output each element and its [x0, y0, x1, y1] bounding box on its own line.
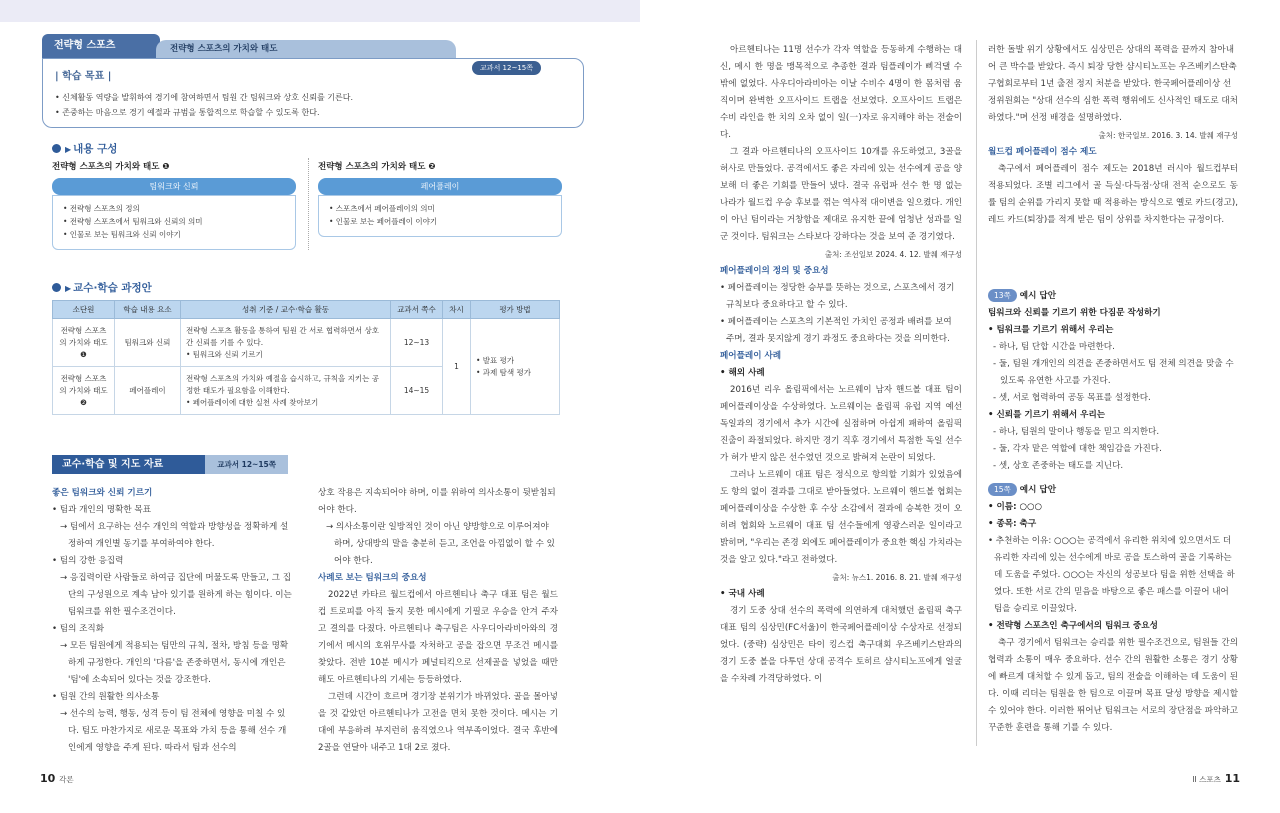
- table-header-row: [53, 301, 560, 319]
- material-ref: 교과서 12~15쪽: [205, 455, 288, 474]
- paragraph: - 하나, 팀원의 말이나 행동을 믿고 의지한다.: [993, 427, 1160, 437]
- text-column-a: [52, 485, 292, 757]
- goal-item: • 존중하는 마음으로 경기 예절과 규범을 통합적으로 학습할 수 있도록 한다.: [55, 107, 320, 117]
- paragraph: - 둘, 팀원 개개인의 의견을 존중하면서도 팀 전체 의견을 맞출 수 있도록 유연한 사고를 가진다.: [993, 359, 1234, 386]
- content-divider: [308, 158, 309, 250]
- unit-tab: 전략형 스포츠: [42, 34, 160, 58]
- page-number-left: 10 각론: [40, 772, 74, 785]
- source-note: 출처: 뉴스1. 2016. 8. 21. 발췌 재구성: [832, 573, 962, 582]
- subheading: 좋은 팀워크와 신뢰 기르기: [52, 488, 153, 498]
- content-right-bar: 페어플레이: [318, 178, 562, 195]
- paragraph: 그러나 노르웨이 대표 팀은 정식으로 항의할 기회가 있었음에도 항의 없이 결과를 그대로 받아들였다. 노르웨이 핸드볼 협회는 페어플레이상을 수상한 후 수상 소감에서 결과에 승복한 것이 오히려 협회와 노르웨이 대표 팀 선수들에게 영광스러운 일이라고 밝히며, "우리는 존경 외에도 페어플레이가 중요한 핵심 가치라는 것을 알고 있다."라고 전하였다.: [720, 470, 962, 565]
- cell-unit: 전략형 스포츠의 가치와 태도 ❷: [53, 367, 115, 415]
- answer-label: 예시 답안: [1019, 291, 1056, 301]
- answer-label: 예시 답안: [1019, 485, 1056, 495]
- cell-activity: [181, 367, 391, 415]
- paragraph: • 추천하는 이유: ○○○는 공격에서 유리한 위치에 있으면서도 더 유리한 자리에 있는 선수에게 바로 공을 토스하여 골을 기록하는 데 도움을 주었다. ○○○는 자신의 성공보다 팀을 위한 선택을 하였다. 또한 서로 간의 믿음을 바탕으로 좋은 패스를 이끌어 내어 팀을 승리로 이끌었다.: [988, 536, 1235, 614]
- eval-item: • 과제 탐색 평가: [476, 367, 532, 377]
- subheading: • 해외 사례: [720, 368, 765, 378]
- content-section-title: ▶ 내용 구성: [52, 141, 117, 157]
- table-row: [53, 319, 560, 367]
- paragraph: → 모든 팀원에게 적용되는 팀만의 규칙, 절차, 방침 등을 명확하게 규정한다. 개인의 '다름'을 존중하면서, 동시에 개인은 '팀'에 소속되어 있다는 것을 강조한다.: [60, 641, 289, 685]
- subheading: 페어플레이의 정의 및 중요성: [720, 266, 829, 276]
- answer-15-header: [988, 482, 1238, 499]
- subheading: • 이름: ○○○: [988, 502, 1043, 512]
- cell-activity: [181, 319, 391, 367]
- cell-pages: 12~13: [391, 319, 443, 367]
- cell-eval: [471, 319, 560, 415]
- cell-pages: 14~15: [391, 367, 443, 415]
- col-header: 차시: [443, 301, 471, 319]
- subheading: 페어플레이 사례: [720, 351, 782, 361]
- content-right-box: [318, 195, 562, 237]
- content-item: • 전략형 스포츠의 정의: [63, 204, 140, 213]
- paragraph: → 선수의 능력, 행동, 성격 등이 팀 전체에 영향을 미칠 수 있다. 팀도 마찬가지로 새로운 목표와 가치 등을 통해 선수 개인에게 영향을 주게 된다. 따라서 팀과 선수의: [60, 709, 287, 753]
- goal-item: • 신체활동 역량을 발휘하여 경기에 참여하면서 팀원 간 팀워크와 상호 신뢰를 기른다.: [55, 92, 353, 102]
- col-header: 성취 기준 / 교수·학습 활동: [181, 301, 391, 319]
- paragraph: → 응집력이란 사람들로 하여금 집단에 머물도록 만들고, 그 집단의 구성원으로 계속 남아 있기를 원하게 하는 힘이다. 이는 팀워크를 위한 필수조건이다.: [60, 573, 292, 617]
- col-header: 학습 내용 요소: [115, 301, 181, 319]
- paragraph: • 팀의 조직화: [52, 624, 105, 634]
- section-dot-icon: [52, 283, 61, 292]
- cell-element: 팀워크와 신뢰: [115, 319, 181, 367]
- arrow-icon: ▶: [65, 145, 72, 154]
- page-tag-15: 15쪽: [988, 483, 1017, 496]
- subheading: • 팀워크를 기르기 위해서 우리는: [988, 325, 1114, 335]
- content-item: • 전략형 스포츠에서 팀워크와 신뢰의 의미: [63, 217, 203, 226]
- paragraph: - 셋, 상호 존중하는 태도를 지닌다.: [993, 461, 1124, 471]
- eval-item: • 발표 평가: [476, 355, 515, 365]
- paragraph: 축구에서 페어플레이 점수 제도는 2018년 러시아 월드컵부터 적용되었다. 조별 리그에서 골 득실·다득점·상대 전적 순으로도 동률 팀의 순위를 가리지 못할 때 적용하는 방식으로 옐로 카드(경고), 레드 카드(퇴장)를 적게 받은 팀이 상위를 차지한다는 규정이다.: [988, 164, 1238, 225]
- content-item: • 인물로 보는 팀워크와 신뢰 이야기: [63, 230, 181, 239]
- cell-period: 1: [443, 319, 471, 415]
- subunit-tab: 전략형 스포츠의 가치와 태도: [156, 40, 456, 58]
- material-section-bar: [52, 455, 288, 474]
- content-left-title: 전략형 스포츠의 가치와 태도 ❶: [52, 162, 170, 172]
- page-number-right: II 스포츠 11: [1192, 772, 1240, 785]
- goals-ref-badge: 교과서 12~15쪽: [472, 61, 541, 75]
- content-item: • 스포츠에서 페어플레이의 의미: [329, 204, 435, 213]
- content-item: • 인물로 보는 페어플레이 이야기: [329, 217, 438, 226]
- paragraph: - 둘, 각자 맡은 역할에 대한 책임감을 가진다.: [993, 444, 1162, 454]
- paragraph: • 팀의 강한 응집력: [52, 556, 124, 566]
- paragraph: → 의사소통이란 일방적인 것이 아닌 양방향으로 이루어져야 하며, 상대방의 말을 충분히 듣고, 조언을 아낌없이 할 수 있어야 한다.: [326, 522, 555, 566]
- col-header: 평가 방법: [471, 301, 560, 319]
- paragraph: • 팀원 간의 원활한 의사소통: [52, 692, 160, 702]
- section-dot-icon: [52, 144, 61, 153]
- subheading: 월드컵 페어플레이 점수 제도: [988, 147, 1097, 157]
- arrow-icon: ▶: [65, 284, 72, 293]
- content-left-box: [52, 195, 296, 250]
- process-table: [52, 300, 560, 415]
- subheading: • 신뢰를 기르기 위해서 우리는: [988, 410, 1106, 420]
- subheading: 사례로 보는 팀워크의 중요성: [318, 573, 427, 583]
- activity-bullet: • 페어플레이에 대한 실천 사례 찾아보기: [186, 397, 319, 407]
- col-header: 소단원: [53, 301, 115, 319]
- paragraph: → 팀에서 요구하는 선수 개인의 역할과 방향성을 정확하게 설정하여 개인별 동기를 부여하여야 한다.: [60, 522, 289, 549]
- answer-13-block: [988, 288, 1238, 475]
- cell-unit: 전략형 스포츠의 가치와 태도 ❶: [53, 319, 115, 367]
- paragraph: 축구 경기에서 팀워크는 승리를 위한 필수조건으로, 팀원들 간의 협력과 소통이 매우 중요하다. 선수 간의 원활한 소통은 경기 상황에 빠르게 대처할 수 있게 돕고, 팀의 전술을 이해하는 데 도움이 된다. 이때 리더는 팀원을 한 팀으로 이끌며 목표 달성 방향을 제시할 수 있어야 한다. 이러한 뛰어난 팀워크는 서로의 장단점을 파악하고 꾸준한 훈련을 통해 기를 수 있다.: [988, 638, 1238, 733]
- activity-text: 전략형 스포츠 활동을 통하여 팀원 간 서로 협력하면서 상호 간 신뢰를 기를 수 있다.: [186, 325, 379, 347]
- paragraph: 2022년 카타르 월드컵에서 아르헨티나 축구 대표 팀은 월드컵 트로피를 아직 들지 못한 메시에게 기필코 우승을 안겨 주자고 결의를 다졌다. 아르헨티나 축구팀은 사우디아라비아와의 경기에서 메시의 호위무사를 자처하고 공을 잡으면 무조건 메시를 찾았다. 전반 10분 메시가 페널티킥으로 선제골을 넣었을 때만 해도 아르헨티나의 기세는 등등하였다.: [318, 590, 558, 685]
- subheading: • 전략형 스포츠인 축구에서의 팀워크 중요성: [988, 621, 1158, 631]
- page-tag-13: 13쪽: [988, 289, 1017, 302]
- paragraph: 아르헨티나는 11명 선수가 각자 역할을 등동하게 수행하는 대신, 메시 한 명을 맹목적으로 추종한 결과 팀플레이가 삐걱댈 수밖에 없었다. 사우디아라비아는 이날 수비수 4명이 한 몸처럼 움직이며 완벽한 오프사이드 트랩을 선보였다. 오프사이드 트랩은 수비 라인을 한 치의 오차 없이 일(一)자로 유지해야 하는 전술이다.: [720, 45, 962, 140]
- content-left-bar: 팀워크와 신뢰: [52, 178, 296, 195]
- paragraph: - 셋, 서로 협력하여 공동 목표를 설정한다.: [993, 393, 1151, 403]
- paragraph: 그 결과 아르헨티나의 오프사이드 10개를 유도하였고, 3골을 허사로 만들었다. 공격에서도 좋은 자리에 있는 선수에게 공을 양보해 더 좋은 기회를 만들어 냈다. 결국 유럽파 선수 한 명 없는 나라가 월드컵 우승 후보를 꺾는 역사적 대이변을 일으켰다. 개인이 아닌 팀이라는 거창함을 제대로 유지한 끝에 엄청난 성과를 일군 것이다. 팀워크는 스타보다 강하다는 것을 보여 준 경기였다.: [720, 147, 962, 242]
- process-section-title: ▶ 교수·학습 과정안: [52, 280, 152, 296]
- column-divider: [976, 40, 977, 746]
- learning-goals-box: [42, 58, 584, 128]
- content-right-title: 전략형 스포츠의 가치와 태도 ❷: [318, 162, 436, 172]
- paragraph: 러한 돌발 위기 상황에서도 심상민은 상대의 폭력을 끝까지 참아내어 큰 박수를 받았다. 즉시 퇴장 당한 샴시티노프는 우즈베키스탄축구협회로부터 1년 출전 정지 처분을 받았다. 한국페어플레이상 선정위원회는 "상대 선수의 심한 폭력 행위에도 신사적인 태도로 대처하였다."며 선정 배경을 설명하였다.: [988, 45, 1238, 123]
- goals-title: | 학습 목표 |: [55, 71, 112, 82]
- paragraph: 경기 도중 상대 선수의 폭력에 의연하게 대처했던 올림픽 축구 대표 팀의 심상민(FC서울)이 한국페어플레이상 수상자로 선정되었다. (중략) 심상민은 타이 킹스컵 축구대회 우즈베키스탄과의 경기 도중 볼을 다투던 상대 공격수 토히르 샴시티노프에게 얼굴을 수차례 가격당하였다. 이: [720, 606, 962, 684]
- paragraph: • 팀과 개인의 명확한 목표: [52, 505, 152, 515]
- col-header: 교과서 쪽수: [391, 301, 443, 319]
- answer-13-header: [988, 288, 1238, 305]
- paragraph: • 페어플레이는 스포츠의 기본적인 가치인 공정과 배려를 보여 주며, 결과 못지않게 경기 과정도 중요하다는 것을 의미한다.: [720, 317, 952, 344]
- activity-bullet: • 팀워크와 신뢰 기르기: [186, 349, 263, 359]
- subheading: • 국내 사례: [720, 589, 765, 599]
- material-title: 교수·학습 및 지도 자료: [62, 459, 164, 470]
- answer-13-title: 팀워크와 신뢰를 기르기 위한 다짐문 작성하기: [988, 308, 1161, 318]
- paragraph: - 하나, 팀 단합 시간을 마련한다.: [993, 342, 1115, 352]
- source-note: 출처: 한국일보. 2016. 3. 14. 발췌 재구성: [1098, 131, 1238, 140]
- paragraph: 상호 작용은 지속되어야 하며, 이를 위하여 의사소통이 뒷받침되어야 한다.: [318, 488, 556, 515]
- text-column-c: [720, 42, 962, 688]
- activity-text: 전략형 스포츠의 가치와 예절을 습시하고, 규칙을 지키는 공정한 태도가 필요함을 이해한다.: [186, 373, 379, 395]
- paragraph: • 페어플레이는 정당한 승부를 뜻하는 것으로, 스포츠에서 경기 규칙보다 중요하다고 할 수 있다.: [720, 283, 955, 310]
- subheading: • 종목: 축구: [988, 519, 1037, 529]
- paragraph: 그런데 시간이 흐르며 경기장 분위기가 바뀌었다. 골을 몰아넣을 것 같았던 아르헨티나가 고전을 면치 못한 것이다. 메시는 기대에 부응하려 부지런히 움직였으나 역부족이었다. 결국 후반에 2골을 연달아 내주고 1대 2로 졌다.: [318, 692, 558, 753]
- source-note: 출처: 조선일보 2024. 4. 12. 발췌 재구성: [824, 250, 962, 259]
- right-page: [640, 0, 1280, 813]
- cell-element: 페어플레이: [115, 367, 181, 415]
- answer-15-block: [988, 482, 1238, 737]
- text-column-b: [318, 485, 558, 757]
- text-column-d: [988, 42, 1238, 229]
- paragraph: 2016년 리우 올림픽에서는 노르웨이 남자 핸드볼 대표 팀이 페어플레이상을 수상하였다. 노르웨이는 올림픽 유럽 지역 예선 독일과의 경기에서 추가 시간에 실점하며 아쉽게 패하여 올림픽 진출이 좌절되었다. 하지만 경기 직후 경기에서 특점한 독일 선수가 허가 받지 않은 선수였던 것으로 밝혀져 논란이 되었다.: [720, 385, 962, 463]
